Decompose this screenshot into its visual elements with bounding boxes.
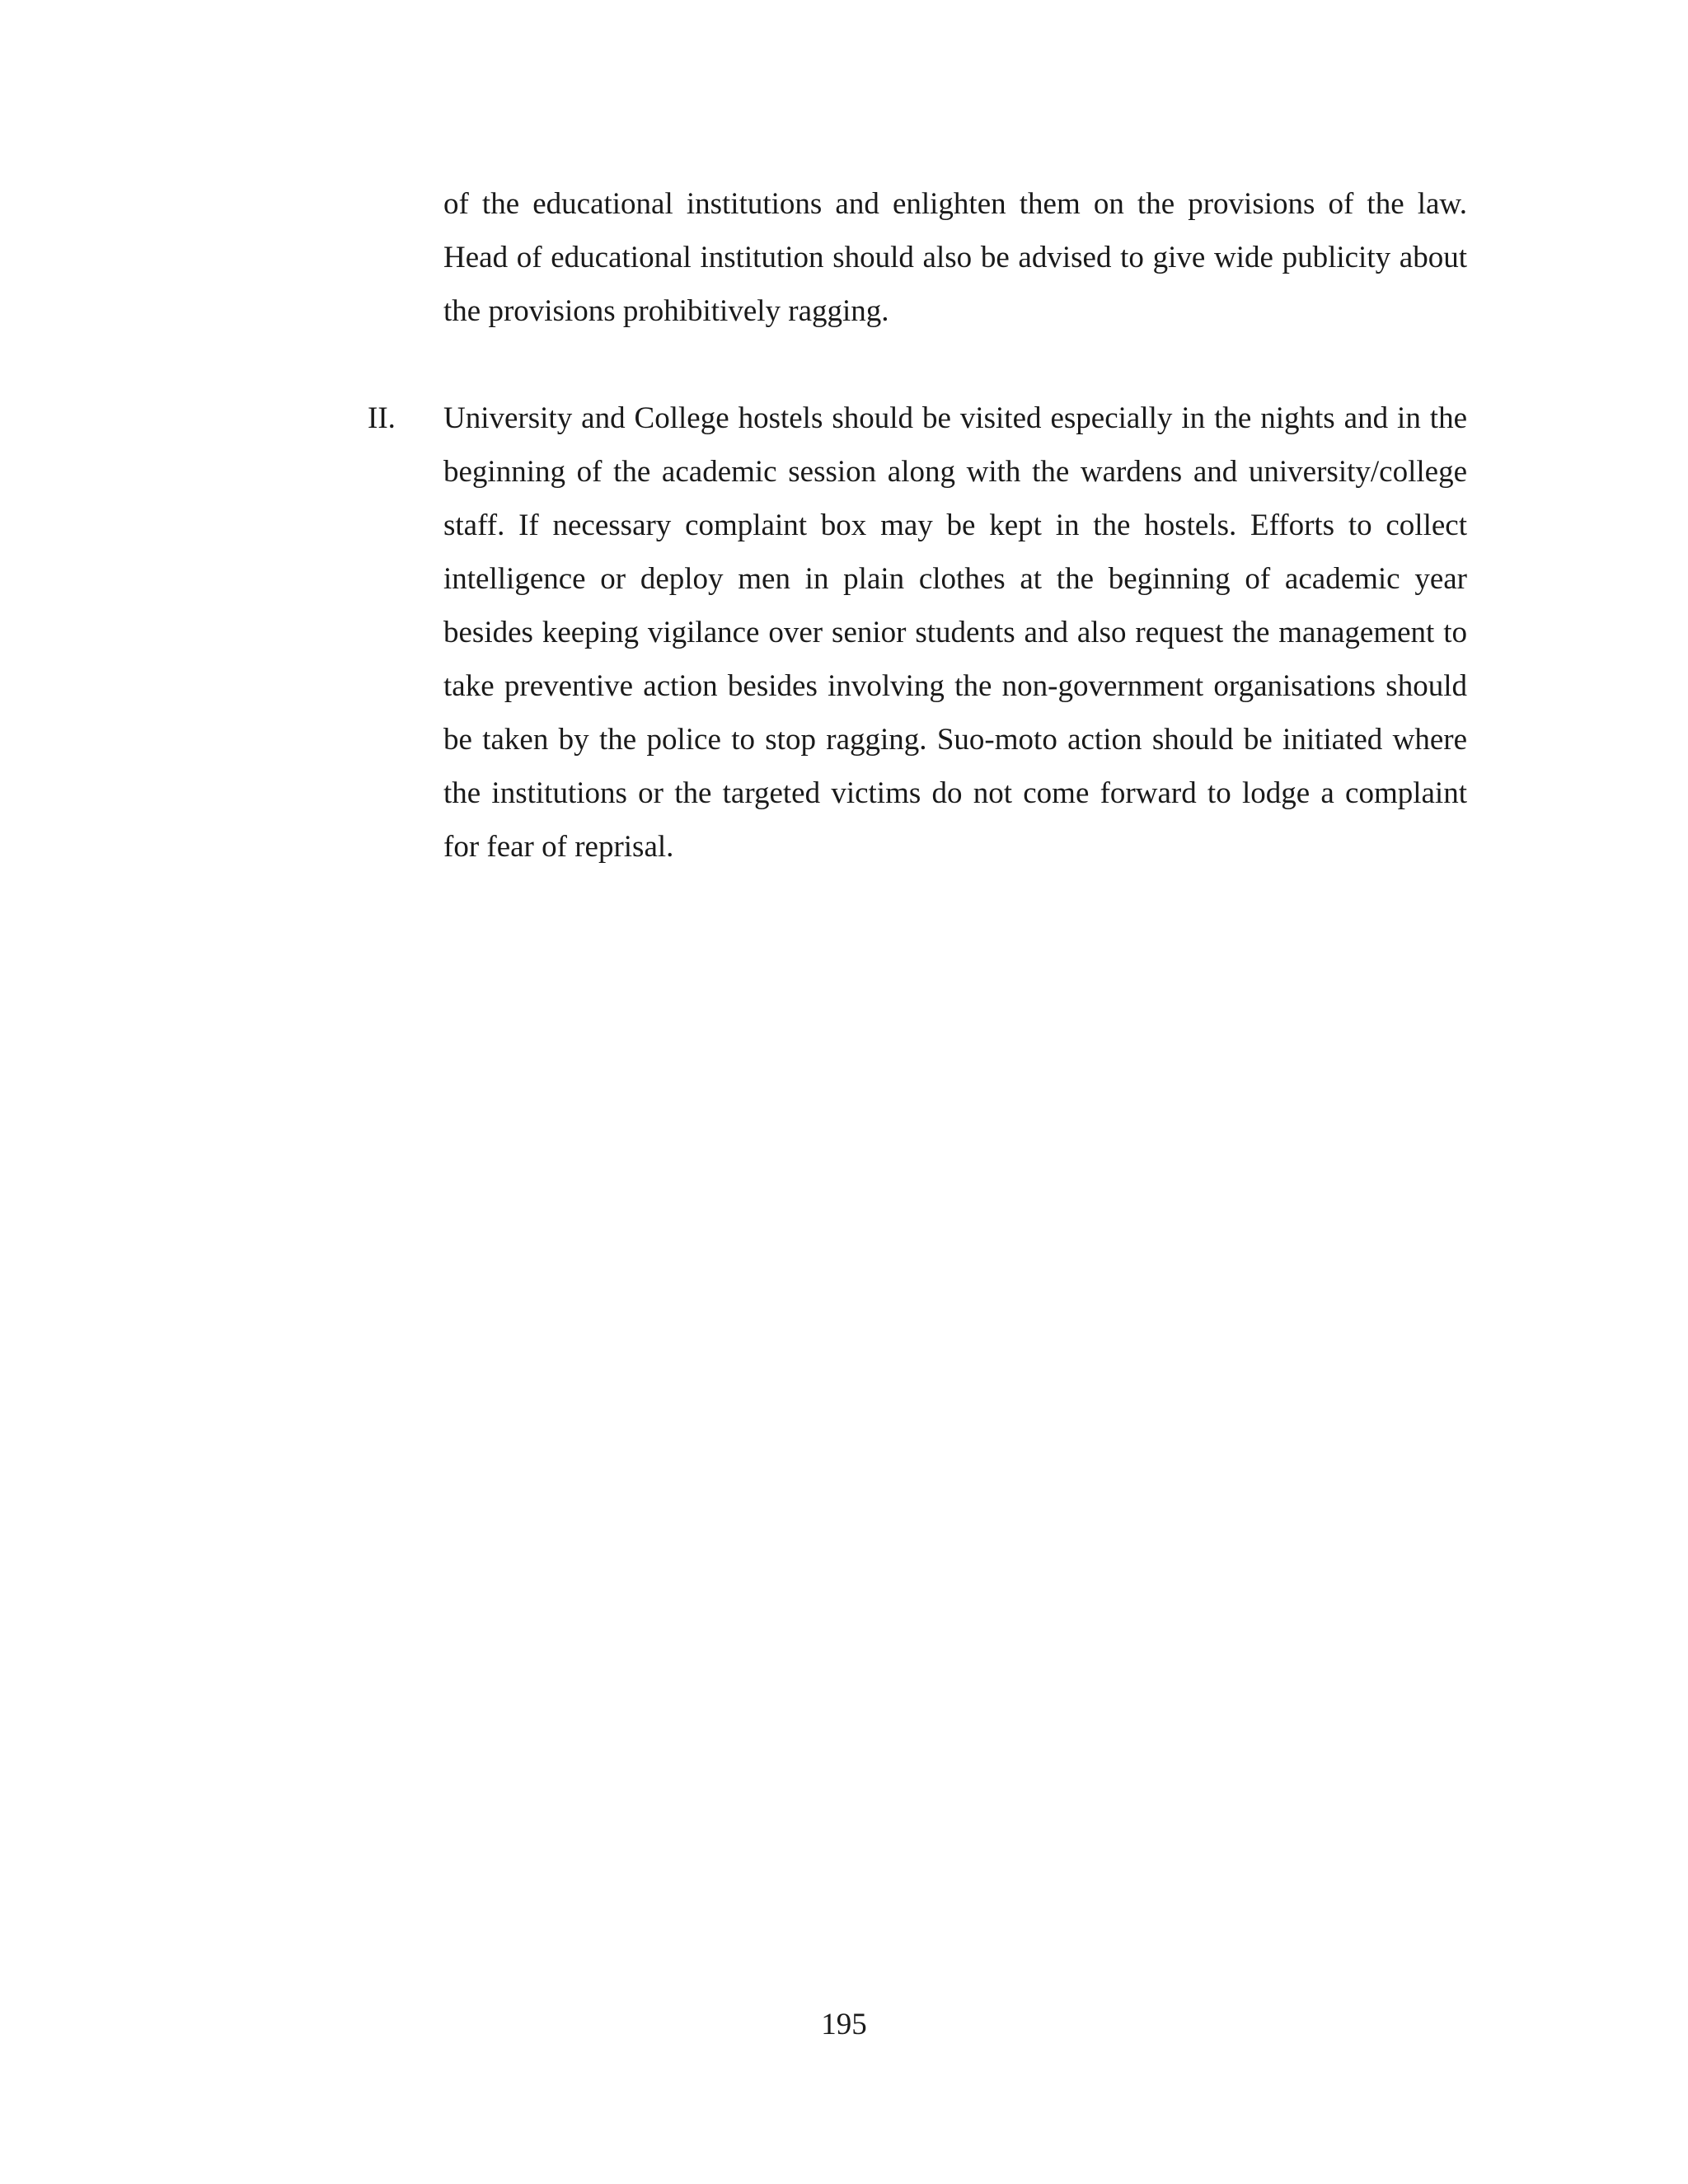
continued-paragraph: of the educational institutions and enlighten them on the provisions of the law. Head of educational institution should also be advised to give wide publicity about the provisions prohibitively ragging.: [443, 187, 1467, 328]
list-item-marker: II.: [368, 401, 396, 435]
list-item-text: University and College hostels should be visited especially in the nights and in the beginning of the academic session along with the wardens and university/college staff. If necessary complaint box may be kept in the hostels. Efforts to collect intelligence or deploy men in plain clothes at the beginning of academic year besides keeping vigilance over senior students and also request the management to take preventive action besides involving the non-government organisations should be taken by the police to stop ragging. Suo-moto action should be initiated where the institutions or the targeted victims do not come forward to lodge a complaint for fear of reprisal.: [443, 401, 1467, 864]
page-number: 195: [821, 2008, 867, 2041]
